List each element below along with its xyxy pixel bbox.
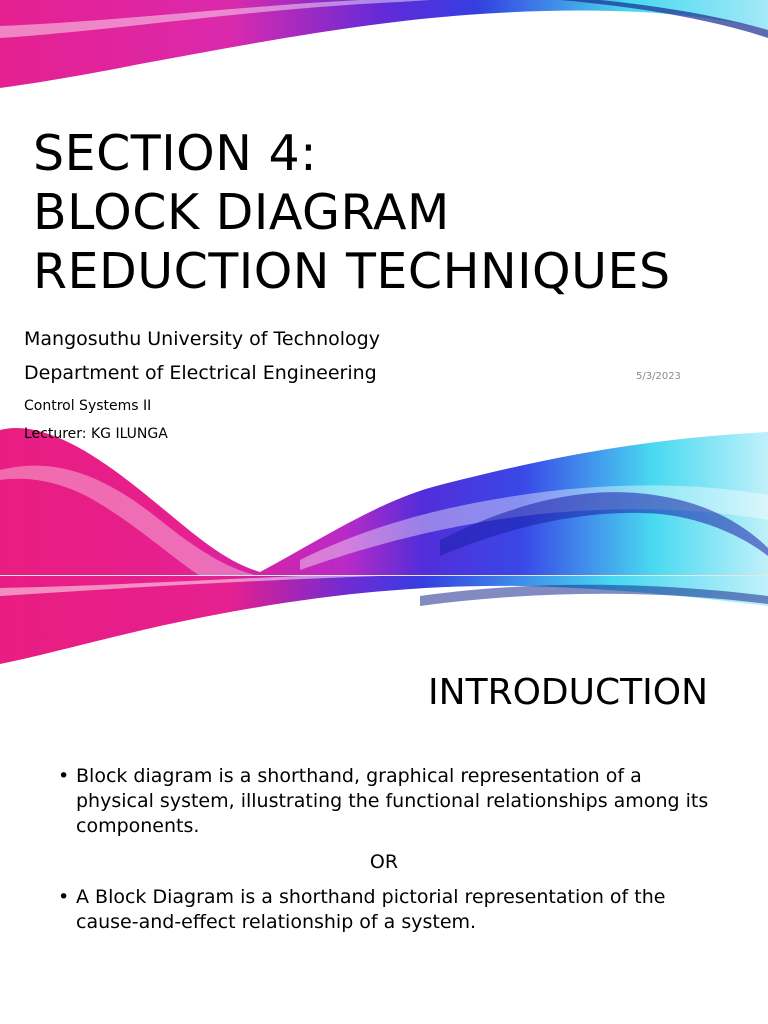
bullet-text: A Block Diagram is a shorthand pictorial representation of the cause-and-effect relationship of a system. <box>76 886 666 933</box>
subtitle-university: Mangosuthu University of Technology <box>24 328 380 350</box>
subtitle-lecturer: Lecturer: KG ILUNGA <box>24 426 168 442</box>
slide-date: 5/3/2023 <box>636 371 681 382</box>
slide-title <box>33 124 671 301</box>
bullet-symbol: • <box>58 886 70 908</box>
title-line-2: BLOCK DIAGRAM <box>33 184 450 241</box>
introduction-slide <box>0 576 768 1024</box>
bullet-text: Block diagram is a shorthand, graphical representation of a physical system, illustrating the functional relationships among its components. <box>76 765 709 837</box>
bullet-point-2 <box>58 885 718 935</box>
subtitle-department: Department of Electrical Engineering <box>24 362 377 384</box>
or-separator: OR <box>369 851 399 873</box>
bullet-point-1 <box>58 764 718 839</box>
title-line-1: SECTION 4: <box>33 125 318 182</box>
subtitle-course: Control Systems II <box>24 398 152 414</box>
bullet-symbol: • <box>58 765 70 787</box>
title-line-3: REDUCTION TECHNIQUES <box>33 243 671 300</box>
slide-title: INTRODUCTION <box>428 672 708 713</box>
